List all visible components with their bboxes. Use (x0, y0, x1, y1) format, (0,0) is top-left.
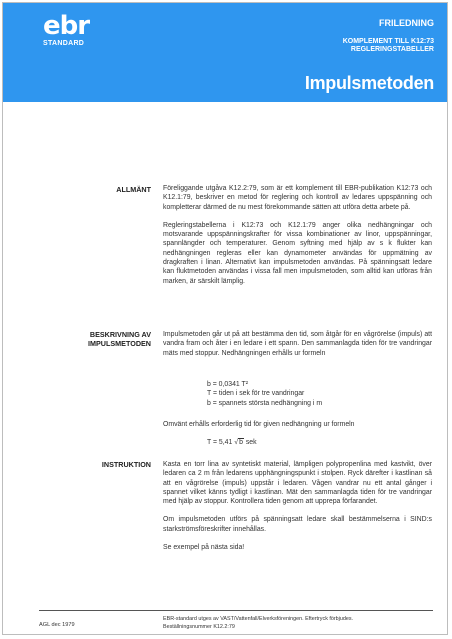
footer-info (163, 615, 353, 631)
page-title: Impulsmetoden (304, 73, 434, 93)
logo-mark: ebr (43, 11, 90, 41)
formula-unit: sek (245, 439, 257, 446)
formula-line: T = tiden i sek för tre vandringar (207, 390, 305, 398)
ebr-logo (43, 12, 91, 48)
footer-line: EBR-standard utges av VAST/Vattenfall/Elverksföreningen. Eftertryck förbjudes. (163, 616, 354, 622)
section-body-beskrivning (163, 330, 432, 358)
paragraph: Se exempel på nästa sida! (163, 544, 245, 552)
header-band (3, 3, 448, 102)
section-label-instruktion: INSTRUKTION (101, 460, 151, 469)
formula-time (207, 438, 257, 447)
section-body-instruktion (163, 460, 432, 552)
label-line: IMPULSMETODEN (88, 339, 151, 348)
paragraph: Föreliggande utgåva K12.2:79, som är ett komplement till EBR-publikation K12:73 och K12.1:79, beskriver en metod för reglering och kontroll av ledares uppspänning och kompletterar därmed de nu mest förekommande sätten att utföra detta arbete på. (163, 185, 432, 211)
paragraph: Impulsmetoden går ut på att bestämma den tid, som åtgår för en vågrörelse (impuls) att vandra fram och åter i en ledare i ett spann. Den sammanlagda tiden för tre vandringar mäts med stoppur. Nedhängningen erhålls ur formeln (163, 331, 432, 357)
formula-block (207, 380, 322, 408)
formula-line: b = 0,0341 T² (207, 381, 249, 388)
header-subtitle-2: REGLERINGSTABELLER (350, 46, 434, 53)
sqrt-sign: √ (234, 439, 239, 446)
paragraph: Kasta en torr lina av syntetiskt material, lämpligen polypropenlina med kastvikt, över ledaren ca 2 m från ledarens upphängningspunkt i stolpen. Ryck därefter i kastlinan så att en vågrörelse (impuls) uppstår i ledaren. Vågen vandrar nu ett antal gånger i spannet vilket känns tydligt i kastlinan. Mät den sammanlagda tiden för tre vandringar med hjälp av stoppur. Kontrollera tiden genom att upprepa förfarandet. (163, 461, 432, 506)
section-label-allmant: ALLMÄNT (116, 185, 151, 194)
header-subtitle-1: KOMPLEMENT TILL K12:73 (342, 38, 434, 45)
header-kicker: FRILEDNING (379, 18, 434, 28)
formula-prefix: T = 5,41 (207, 439, 233, 446)
document-page (2, 2, 448, 635)
section-body-allmant (163, 184, 432, 286)
formula-line: b = spannets största nedhängning i m (207, 399, 323, 407)
logo-subtitle: STANDARD (43, 40, 85, 47)
footer-line: Beställningsnummer K12.2:79 (163, 624, 235, 630)
footer-rule (39, 610, 433, 611)
section-body-beskrivning-2 (163, 420, 432, 429)
section-label-beskrivning (43, 330, 151, 348)
paragraph: Om impulsmetoden utförs på spänningsatt ledare skall bestämmelserna i SIND:s starkströmsföreskrifter innehållas. (163, 516, 432, 533)
label-line: BESKRIVNING AV (89, 330, 151, 339)
sqrt-radicand: b (239, 439, 243, 446)
footer-date: AGL dec 1979 (39, 622, 75, 628)
header-right (343, 18, 434, 54)
paragraph: Regleringstabellerna i K12:73 och K12.1:79 anger olika nedhängningar och motsvarande uppspänningskrafter för vissa kombinationer av linor, uppspänningar, spannlängder och temperaturer. Genom syftning med hjälp av s k flukter kan nedhängningen regleras eller kan dynamometer användas för uppmätning av dragkraften i linan. Alternativt kan impulsmetoden användas. På spänningsatt ledare kan fluktmetoden användas i vissa fall men impulsmetoden, som alltid kan utföras från marken, är särskilt lämplig. (163, 221, 432, 285)
paragraph: Omvänt erhålls erforderlig tid för given nedhängning ur formeln (163, 421, 355, 428)
